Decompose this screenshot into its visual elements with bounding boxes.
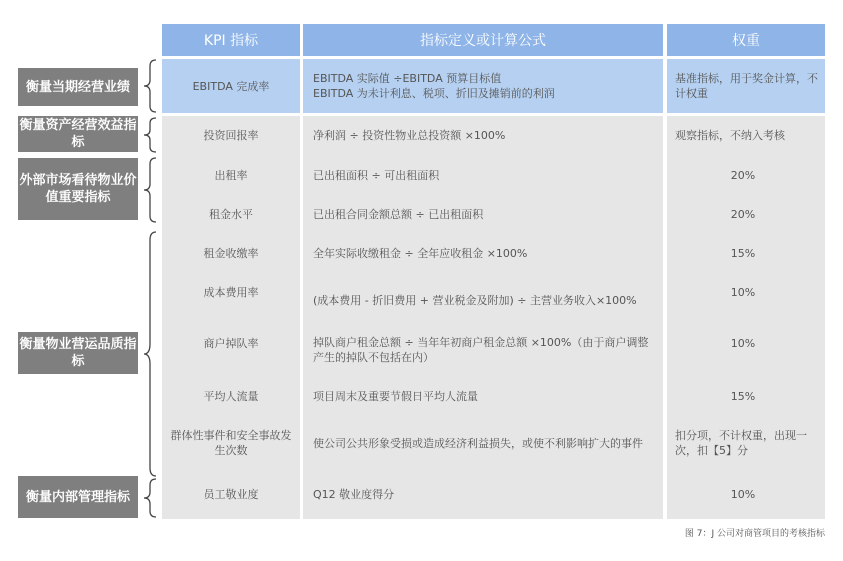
- weight-cell: 20%: [730, 168, 756, 182]
- kpi-cell: 员工敬业度: [203, 487, 259, 501]
- formula-cell: 使公司公共形象受损或造成经济利益损失，或使不利影响扩大的事件: [313, 436, 643, 450]
- kpi-cell: 群体性事件和安全事故发生次数: [170, 429, 292, 457]
- figure-caption: 图 7：J 公司对商管项目的考核指标: [684, 529, 825, 539]
- kpi-cell: 出租率: [214, 168, 248, 182]
- kpi-cell: EBITDA 完成率: [192, 79, 270, 93]
- brace-icon: [138, 116, 160, 154]
- kpi-cell: 租金收缴率: [203, 246, 259, 260]
- formula-cell: Q12 敬业度得分: [313, 487, 395, 501]
- header-formula: 指标定义或计算公式: [303, 24, 663, 56]
- formula-cell: 掉队商户租金总额 ÷ 当年年初商户租金总额 ×100%（由于商户调整产生的掉队不包括在内）: [313, 336, 649, 364]
- formula-cell: 全年实际收缴租金 ÷ 全年应收租金 ×100%: [313, 246, 528, 260]
- brace-icon: [138, 230, 160, 478]
- category-asset-efficiency: 衡量资产经营效益指标: [19, 118, 137, 150]
- formula-cell: EBITDA 实际值 ÷EBITDA 预算目标值 EBITDA 为未计利息、税项、折旧及摊销前的利润: [313, 72, 555, 100]
- weight-cell: 10%: [730, 336, 756, 350]
- weight-cell: 10%: [730, 487, 756, 501]
- weight-cell: 15%: [730, 389, 756, 403]
- category-current-performance: 衡量当期经营业绩: [18, 68, 138, 106]
- kpi-cell: 租金水平: [209, 207, 253, 221]
- weight-cell: 扣分项，不计权重，出现一次，扣【5】分: [675, 429, 807, 457]
- brace-icon: [138, 477, 160, 519]
- weight-cell: 15%: [730, 246, 756, 260]
- category-internal-management: 衡量内部管理指标: [18, 476, 138, 518]
- category-market-value: 外部市场看待物业价值重要指标: [18, 158, 138, 220]
- brace-icon: [138, 58, 160, 114]
- weight-cell: 10%: [730, 285, 756, 299]
- kpi-cell: 成本费用率: [203, 285, 259, 299]
- kpi-cell: 商户掉队率: [203, 336, 259, 350]
- weight-cell: 20%: [730, 207, 756, 221]
- formula-cell: 已出租面积 ÷ 可出租面积: [313, 168, 440, 182]
- formula-cell: 项目周末及重要节假日平均人流量: [313, 389, 478, 403]
- kpi-cell: 平均人流量: [203, 389, 259, 403]
- header-kpi: KPI 指标: [162, 24, 300, 56]
- weight-cell: 基准指标，用于奖金计算，不计权重: [675, 72, 818, 100]
- formula-cell: (成本费用 - 折旧费用 + 营业税金及附加) ÷ 主营业务收入×100%: [313, 293, 637, 307]
- header-weight: 权重: [667, 24, 825, 56]
- formula-cell: 已出租合同金额总额 ÷ 已出租面积: [313, 207, 484, 221]
- category-operations-quality: 衡量物业营运品质指标: [18, 332, 138, 374]
- weight-cell: 观察指标，不纳入考核: [675, 128, 785, 142]
- kpi-cell: 投资回报率: [203, 128, 259, 142]
- brace-icon: [138, 156, 160, 224]
- formula-cell: 净利润 ÷ 投资性物业总投资额 ×100%: [313, 128, 506, 142]
